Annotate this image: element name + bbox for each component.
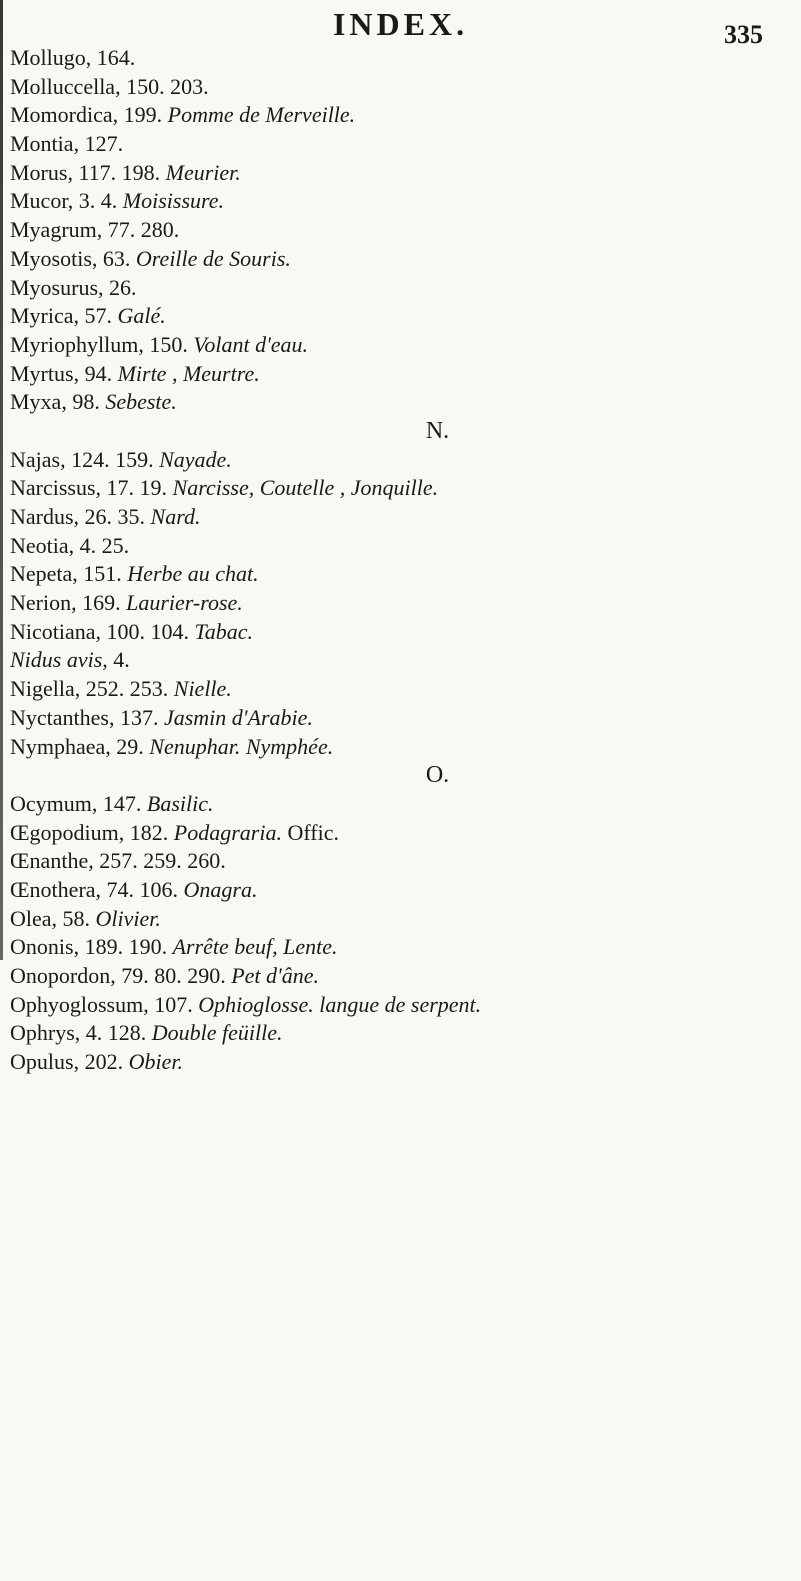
index-entry <box>10 44 795 73</box>
entry-term: Myriophyllum <box>10 331 139 357</box>
entry-term: Najas <box>10 446 61 472</box>
entry-page-refs: , 150. 203. <box>115 73 209 99</box>
entry-page-refs: , 98. <box>61 389 100 415</box>
entry-page-refs: , 3. 4. <box>67 188 118 214</box>
entry-french-name: Volant d'eau. <box>193 331 309 357</box>
entry-term: Ophrys <box>10 1020 75 1046</box>
entry-page-refs: , 26. <box>98 274 137 300</box>
index-entry <box>10 733 795 762</box>
entry-term: Ononis <box>10 934 74 960</box>
entry-french-name: Sebeste. <box>105 389 177 415</box>
entry-term: Momordica <box>10 102 113 128</box>
entry-french-name: Nayade. <box>159 446 232 472</box>
entry-term: Morus <box>10 159 68 185</box>
entry-page-refs: , 182. <box>118 819 169 845</box>
entry-french-name: Nard. <box>150 504 201 529</box>
index-entry <box>10 589 795 618</box>
entry-term: Olea <box>10 905 52 931</box>
index-entries <box>10 44 795 1077</box>
entry-french-name: Arrête beuf, Lente. <box>172 934 338 960</box>
entry-term: Nardus <box>10 504 74 529</box>
index-entry <box>10 905 795 934</box>
entry-french-name: Meurier. <box>165 159 241 185</box>
index-entry <box>10 1019 795 1048</box>
entry-page-refs: , 147. <box>91 790 142 816</box>
index-entry <box>10 245 795 274</box>
index-entry <box>10 503 795 532</box>
entry-page-refs: , 107. <box>143 991 193 1017</box>
entry-page-refs: , 58. <box>51 905 91 931</box>
entry-term: Nigella <box>10 676 75 702</box>
entry-term: Nerion <box>10 590 72 616</box>
entry-term: Ophyoglossum <box>10 991 144 1017</box>
entry-french-name: Double feüille. <box>151 1020 283 1046</box>
page-edge <box>0 0 3 960</box>
index-entry <box>10 847 795 876</box>
entry-term: Neotia <box>10 532 69 558</box>
entry-page-refs: , 29. <box>105 733 144 759</box>
index-entry <box>10 962 795 991</box>
entry-term: Mollugo <box>10 45 86 70</box>
entry-page-refs: , 94. <box>73 360 113 386</box>
entry-term: Nymphaea <box>10 733 106 759</box>
index-entry <box>10 101 795 130</box>
index-entry <box>10 388 795 417</box>
entry-term: Onopordon <box>10 963 111 988</box>
entry-term: Myrtus <box>10 360 74 386</box>
entry-page-refs: , 137. <box>108 704 159 730</box>
entry-term: Nyctanthes <box>10 704 109 730</box>
entry-page-refs: , 257. 259. 260. <box>88 848 226 874</box>
entry-term: Œnothera <box>10 876 96 902</box>
index-entry <box>10 991 795 1020</box>
entry-term: Myrica <box>10 303 74 329</box>
entry-term: Ocymum <box>10 790 92 816</box>
index-entry <box>10 73 795 102</box>
section-letter: N. <box>425 417 450 444</box>
entry-french-name: Olivier. <box>95 905 161 931</box>
entry-term: Myxa <box>10 389 62 415</box>
index-entry <box>10 876 795 905</box>
index-entry <box>10 331 795 360</box>
entry-term: Nidus avis <box>10 647 103 673</box>
entry-page-refs: , 169. <box>71 590 121 616</box>
index-entry <box>10 216 795 245</box>
entry-term: Narcissus <box>10 475 96 501</box>
entry-page-refs: , 17. 19. <box>95 475 168 501</box>
entry-french-name: Onagra. <box>183 876 258 902</box>
entry-page-refs: , 151. <box>72 561 122 587</box>
entry-page-refs: , 202. <box>73 1049 124 1075</box>
entry-french-name: Galé. <box>117 303 166 329</box>
index-entry <box>10 618 795 647</box>
running-head: INDEX. <box>332 6 469 42</box>
entry-page-refs: , 4. 25. <box>68 532 130 558</box>
entry-french-name: Mirte , Meurtre. <box>117 360 260 386</box>
index-entry <box>10 819 795 848</box>
entry-french-name: Ophioglosse. langue de serpent. <box>198 991 482 1017</box>
entry-term: Myosotis <box>10 245 92 271</box>
entry-page-refs: , 127. <box>73 131 124 157</box>
entry-french-name: Laurier-rose. <box>126 590 243 616</box>
entry-term: Nicotiana <box>10 618 96 644</box>
entry-page-refs: , 189. 190. <box>73 934 168 960</box>
entry-page-refs: , 26. 35. <box>73 504 146 529</box>
entry-page-refs: , 124. 159. <box>60 446 154 472</box>
entry-page-refs: , 117. 198. <box>67 159 161 185</box>
index-entry <box>10 274 795 303</box>
entry-term: Opulus <box>10 1049 74 1075</box>
index-entry <box>10 1048 795 1077</box>
index-entry <box>10 360 795 389</box>
index-entry <box>10 302 795 331</box>
entry-french-name: Pomme de Merveille. <box>167 102 356 128</box>
index-entry <box>10 130 795 159</box>
entry-term: Œgopodium <box>10 819 119 845</box>
entry-page-refs: , 150. <box>138 331 188 357</box>
entry-page-refs: , 164. <box>85 45 136 70</box>
entry-page-refs: , 100. 104. <box>95 618 190 644</box>
section-letter: O. <box>425 762 450 789</box>
entry-french-name: Podagraria. <box>173 819 282 845</box>
entry-french-name: Basilic. <box>146 790 214 816</box>
entry-term: Myosurus <box>10 274 99 300</box>
index-entry <box>10 474 795 503</box>
entry-french-name: Pet d'âne. <box>231 963 320 988</box>
entry-page-refs: , 79. 80. 290. <box>110 963 226 988</box>
entry-term: Myagrum <box>10 217 97 243</box>
entry-page-refs: , 4. 128. <box>74 1020 147 1046</box>
entry-french-name: Nenuphar. Nymphée. <box>149 733 334 759</box>
entry-page-refs: , 63. <box>91 245 131 271</box>
index-entry <box>10 532 795 561</box>
entry-french-name: Nielle. <box>173 676 232 702</box>
index-entry <box>10 675 795 704</box>
entry-term: Molluccella <box>10 73 116 99</box>
entry-page-refs: , 252. 253. <box>74 676 169 702</box>
index-entry <box>10 646 795 675</box>
entry-page-refs: , 77. 280. <box>96 217 180 243</box>
entry-french-name: Jasmin d'Arabie. <box>163 704 313 730</box>
entry-page-refs: , 4. <box>102 647 130 673</box>
entry-term: Montia <box>10 131 74 157</box>
index-entry <box>10 159 795 188</box>
entry-french-name: Narcisse, Coutelle , Jonquille. <box>172 475 439 501</box>
entry-french-name: Obier. <box>128 1049 183 1075</box>
entry-french-name: Moisissure. <box>122 188 225 214</box>
entry-term: Œnanthe <box>10 848 89 874</box>
entry-page-refs: , 74. 106. <box>95 876 179 902</box>
page-number: 335 <box>724 20 763 49</box>
entry-term: Mucor <box>10 188 68 214</box>
index-entry <box>10 790 795 819</box>
entry-term: Nepeta <box>10 561 73 587</box>
entry-french-name: Oreille de Souris. <box>135 245 291 271</box>
entry-page-refs: , 57. <box>73 303 113 329</box>
index-entry <box>10 933 795 962</box>
entry-french-name: Tabac. <box>194 618 254 644</box>
index-entry <box>10 704 795 733</box>
index-entry <box>10 187 795 216</box>
index-entry <box>10 560 795 589</box>
index-entry <box>10 446 795 475</box>
entry-french-name: Herbe au chat. <box>127 561 259 587</box>
entry-page-refs: , 199. <box>112 102 163 128</box>
entry-note: Offic. <box>287 819 340 845</box>
